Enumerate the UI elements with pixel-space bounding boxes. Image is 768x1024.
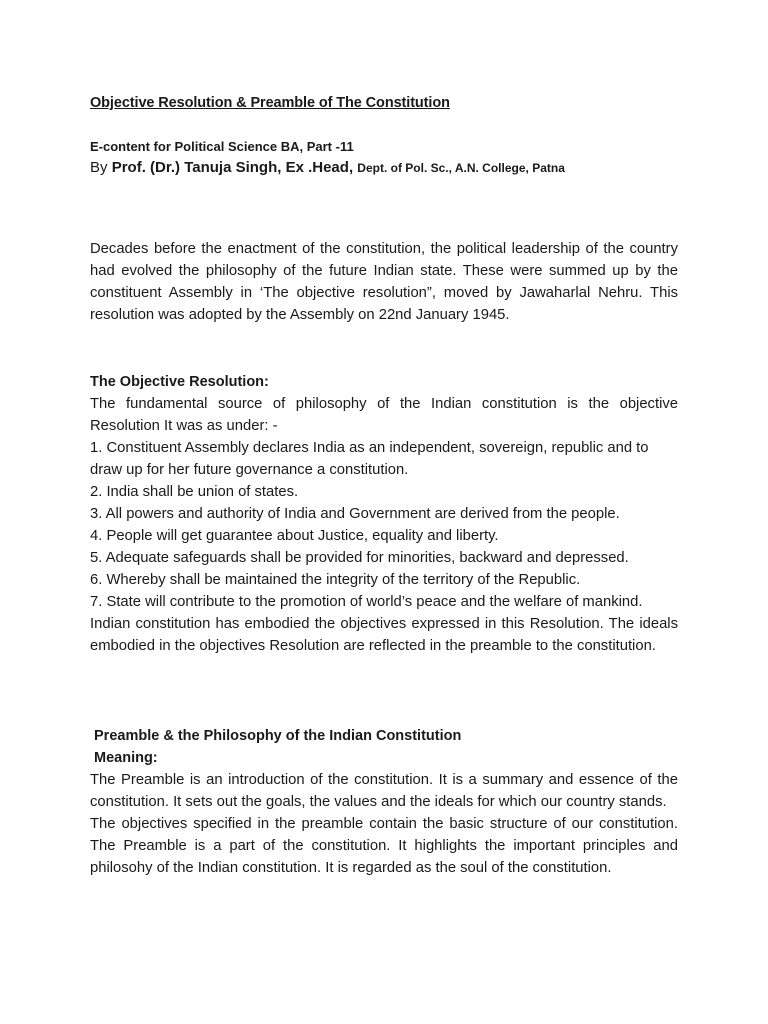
objective-resolution-body — [90, 393, 678, 657]
intro-paragraph: Decades before the enactment of the constitution, the political leadership of the country had evolved the philosophy of the future Indian state. These were summed up by the constituent Assembly in ‘The objective resolution”, moved by Jawaharlal Nehru. This resolution was adopted by the Assembly on 22nd January 1945. — [90, 241, 678, 323]
byline — [90, 159, 565, 176]
document-subtitle: E-content for Political Science BA, Part -11 — [90, 139, 354, 154]
preamble-heading: Preamble & the Philosophy of the Indian Constitution — [94, 728, 462, 744]
list-item: 3. All powers and authority of India and Government are derived from the people. — [90, 506, 620, 522]
byline-author: Prof. (Dr.) Tanuja Singh, Ex .Head, — [111, 159, 358, 176]
list-item: 6. Whereby shall be maintained the integrity of the territory of the Republic. — [90, 572, 581, 588]
byline-by: By — [90, 159, 112, 176]
objective-resolution-heading: The Objective Resolution: — [90, 374, 269, 390]
list-item: 4. People will get guarantee about Justice, equality and liberty. — [90, 528, 499, 544]
list-item: 1. Constituent Assembly declares India as an independent, sovereign, republic and to draw up for her future governance a constitution. — [90, 440, 649, 478]
meaning-subheading: Meaning: — [94, 750, 158, 766]
preamble-paragraph-1: The Preamble is an introduction of the constitution. It is a summary and essence of the constitution. It sets out the goals, the values and the ideals for which our country stands. — [90, 772, 678, 810]
objective-lead-paragraph: The fundamental source of philosophy of the Indian constitution is the objective Resolution It was as under: - — [90, 396, 678, 434]
preamble-body — [90, 769, 678, 879]
preamble-paragraph-2: The objectives specified in the preamble contain the basic structure of our constitution. The Preamble is a part of the constitution. It highlights the important principles and philosohy of the Indian constitution. It is regarded as the soul of the constitution. — [90, 816, 678, 876]
list-item: 7. State will contribute to the promotion of world’s peace and the welfare of mankind. — [90, 594, 643, 610]
document-title: Objective Resolution & Preamble of The Constitution — [90, 95, 450, 111]
objective-closing-paragraph: Indian constitution has embodied the objectives expressed in this Resolution. The ideals embodied in the objectives Resolution are reflected in the preamble to the constitution. — [90, 616, 678, 654]
list-item: 2. India shall be union of states. — [90, 484, 299, 500]
list-item: 5. Adequate safeguards shall be provided for minorities, backward and depressed. — [90, 550, 629, 566]
byline-department: Dept. of Pol. Sc., A.N. College, Patna — [357, 161, 565, 175]
